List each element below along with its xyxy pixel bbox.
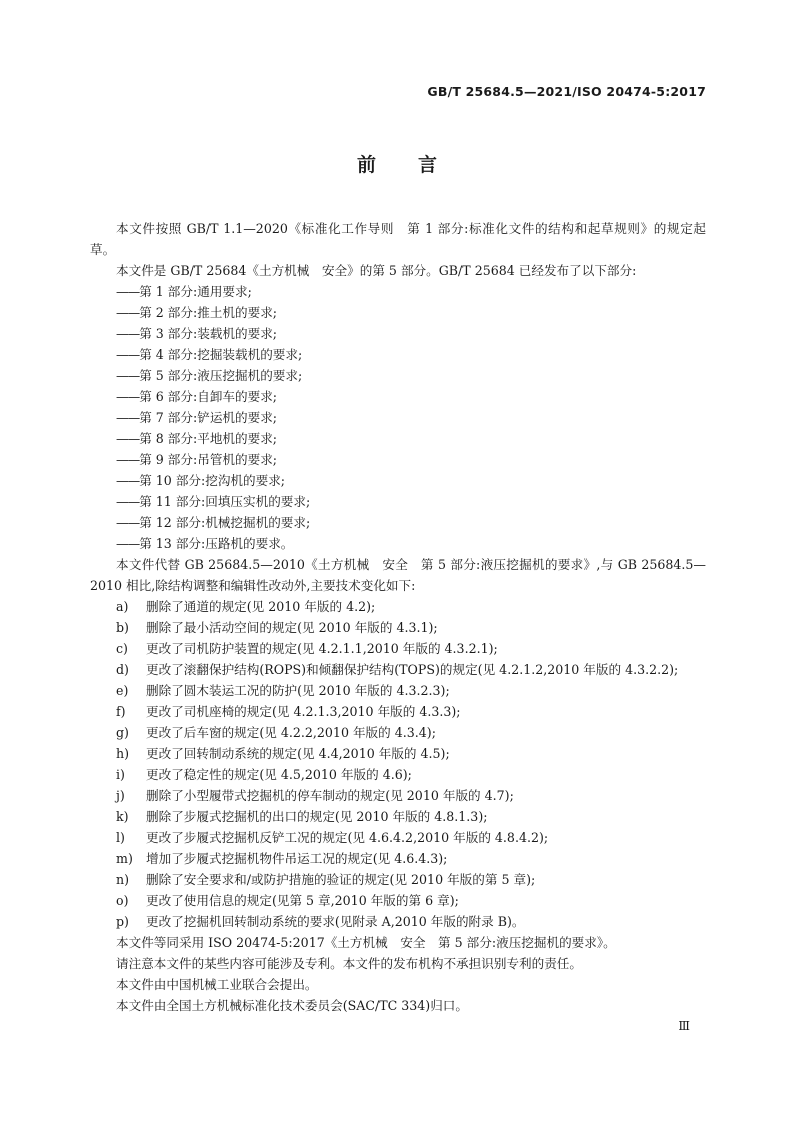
- change-list-item: [90, 911, 706, 932]
- part-list-item: [90, 491, 706, 512]
- dash-mark: ——: [116, 389, 140, 404]
- dash-mark: ——: [116, 431, 140, 446]
- part-list-item: [90, 407, 706, 428]
- change-list-marker: p): [116, 914, 129, 929]
- part-list-item-text: 第 1 部分:通用要求;: [139, 284, 252, 299]
- part-list-item: [90, 386, 706, 407]
- change-list-item: [90, 617, 706, 638]
- committee-paragraph: 本文件由全国土方机械标准化技术委员会(SAC/TC 334)归口。: [116, 998, 468, 1013]
- change-list-text: 更改了回转制动系统的规定(见 4.4,2010 年版的 4.5);: [146, 746, 450, 761]
- dash-mark: ——: [116, 452, 140, 467]
- change-list-text: 删除了步履式挖掘机的出口的规定(见 2010 年版的 4.8.1.3);: [146, 809, 488, 824]
- proposer-paragraph: 本文件由中国机械工业联合会提出。: [116, 977, 318, 992]
- part-list-item-text: 第 6 部分:自卸车的要求;: [139, 389, 278, 404]
- change-list-item: [90, 848, 706, 869]
- change-list-text: 删除了通道的规定(见 2010 年版的 4.2);: [146, 599, 376, 614]
- change-list-text: 增加了步履式挖掘机物件吊运工况的规定(见 4.6.4.3);: [146, 851, 448, 866]
- part-list-item: [90, 344, 706, 365]
- part-list-item-text: 第 8 部分:平地机的要求;: [139, 431, 278, 446]
- change-list-item: [90, 596, 706, 617]
- change-list-item: [90, 722, 706, 743]
- part-list-item: [90, 365, 706, 386]
- change-list-marker: n): [116, 872, 130, 887]
- change-list-text: 删除了安全要求和/或防护措施的验证的规定(见 2010 年版的第 5 章);: [146, 872, 536, 887]
- change-list-text: 更改了挖掘机回转制动系统的要求(见附录 A,2010 年版的附录 B)。: [146, 914, 525, 929]
- change-list-marker: m): [116, 851, 133, 866]
- change-list-item: [90, 869, 706, 890]
- change-list-text: 更改了稳定性的规定(见 4.5,2010 年版的 4.6);: [146, 767, 412, 782]
- dash-mark: ——: [116, 284, 140, 299]
- change-list-item: [90, 680, 706, 701]
- change-list-item: [90, 701, 706, 722]
- change-list-marker: l): [116, 830, 125, 845]
- part-list-item-text: 第 13 部分:压路机的要求。: [139, 536, 294, 551]
- change-list-marker: i): [116, 767, 125, 782]
- change-list-text: 更改了后车窗的规定(见 4.2.2,2010 年版的 4.3.4);: [146, 725, 436, 740]
- change-list-marker: h): [116, 746, 130, 761]
- change-list-text: 更改了司机防护装置的规定(见 4.2.1.1,2010 年版的 4.3.2.1);: [146, 641, 498, 656]
- change-list-text: 删除了圆木装运工况的防护(见 2010 年版的 4.3.2.3);: [146, 683, 450, 698]
- change-list-item: [90, 764, 706, 785]
- change-list-marker: b): [116, 620, 129, 635]
- patent-notice-paragraph: 请注意本文件的某些内容可能涉及专利。本文件的发布机构不承担识别专利的责任。: [116, 956, 582, 971]
- dash-mark: ——: [116, 347, 140, 362]
- change-list-item: [90, 827, 706, 848]
- change-list-marker: j): [116, 788, 125, 803]
- part-list-item: [90, 302, 706, 323]
- part-list-item-text: 第 4 部分:挖掘装载机的要求;: [139, 347, 303, 362]
- change-list-text: 删除了最小活动空间的规定(见 2010 年版的 4.3.1);: [146, 620, 438, 635]
- dash-mark: ——: [116, 473, 140, 488]
- part-list-item: [90, 533, 706, 554]
- change-list-text: 更改了司机座椅的规定(见 4.2.1.3,2010 年版的 4.3.3);: [146, 704, 461, 719]
- part-list-item: [90, 512, 706, 533]
- change-list-text: 更改了步履式挖掘机反铲工况的规定(见 4.6.4.2,2010 年版的 4.8.4.2);: [146, 830, 549, 845]
- change-list-item: [90, 785, 706, 806]
- changes-list: [90, 596, 706, 932]
- part-list-item-text: 第 9 部分:吊管机的要求;: [139, 452, 278, 467]
- change-list-marker: g): [116, 725, 129, 740]
- part-list-item: [90, 323, 706, 344]
- page-number: Ⅲ: [678, 1019, 690, 1033]
- part-list-item-text: 第 3 部分:装载机的要求;: [139, 326, 278, 341]
- part-list-item: [90, 470, 706, 491]
- dash-mark: ——: [116, 305, 140, 320]
- change-list-item: [90, 743, 706, 764]
- replacement-paragraph: 本文件代替 GB 25684.5—2010《土方机械 安全 第 5 部分:液压挖掘机的要求》,与 GB 25684.5—2010 相比,除结构调整和编辑性改动外,主要技术变化如下:: [90, 557, 706, 593]
- part-list-item-text: 第 2 部分:推土机的要求;: [139, 305, 278, 320]
- change-list-marker: d): [116, 662, 129, 677]
- dash-mark: ——: [116, 515, 140, 530]
- change-list-text: 更改了滚翻保护结构(ROPS)和倾翻保护结构(TOPS)的规定(见 4.2.1.2,2010 年版的 4.3.2.2);: [146, 662, 679, 677]
- part-list-item-text: 第 7 部分:铲运机的要求;: [139, 410, 278, 425]
- document-code: GB/T 25684.5—2021/ISO 20474-5:2017: [427, 84, 706, 99]
- foreword-content: [90, 218, 706, 1016]
- part-list-item: [90, 281, 706, 302]
- page-title: 前言: [356, 154, 479, 176]
- dash-mark: ——: [116, 326, 140, 341]
- intro-paragraph-2: 本文件是 GB/T 25684《土方机械 安全》的第 5 部分。GB/T 25684 已经发布了以下部分:: [116, 263, 637, 278]
- change-list-item: [90, 638, 706, 659]
- adoption-paragraph: 本文件等同采用 ISO 20474-5:2017《土方机械 安全 第 5 部分:液压挖掘机的要求》。: [116, 935, 616, 950]
- change-list-item: [90, 890, 706, 911]
- parts-list: [90, 281, 706, 554]
- part-list-item-text: 第 5 部分:液压挖掘机的要求;: [139, 368, 303, 383]
- dash-mark: ——: [116, 536, 140, 551]
- change-list-marker: e): [116, 683, 129, 698]
- dash-mark: ——: [116, 494, 140, 509]
- part-list-item: [90, 428, 706, 449]
- change-list-marker: o): [116, 893, 129, 908]
- dash-mark: ——: [116, 410, 140, 425]
- change-list-item: [90, 659, 706, 680]
- intro-paragraph-1: 本文件按照 GB/T 1.1—2020《标准化工作导则 第 1 部分:标准化文件的结构和起草规则》的规定起草。: [90, 221, 706, 257]
- change-list-marker: c): [116, 641, 128, 656]
- part-list-item-text: 第 10 部分:挖沟机的要求;: [139, 473, 286, 488]
- change-list-marker: f): [116, 704, 126, 719]
- part-list-item: [90, 449, 706, 470]
- part-list-item-text: 第 11 部分:回填压实机的要求;: [139, 494, 311, 509]
- change-list-text: 更改了使用信息的规定(见第 5 章,2010 年版的第 6 章);: [146, 893, 459, 908]
- change-list-marker: a): [116, 599, 129, 614]
- change-list-text: 删除了小型履带式挖掘机的停车制动的规定(见 2010 年版的 4.7);: [146, 788, 514, 803]
- dash-mark: ——: [116, 368, 140, 383]
- change-list-marker: k): [116, 809, 129, 824]
- change-list-item: [90, 806, 706, 827]
- part-list-item-text: 第 12 部分:机械挖掘机的要求;: [139, 515, 311, 530]
